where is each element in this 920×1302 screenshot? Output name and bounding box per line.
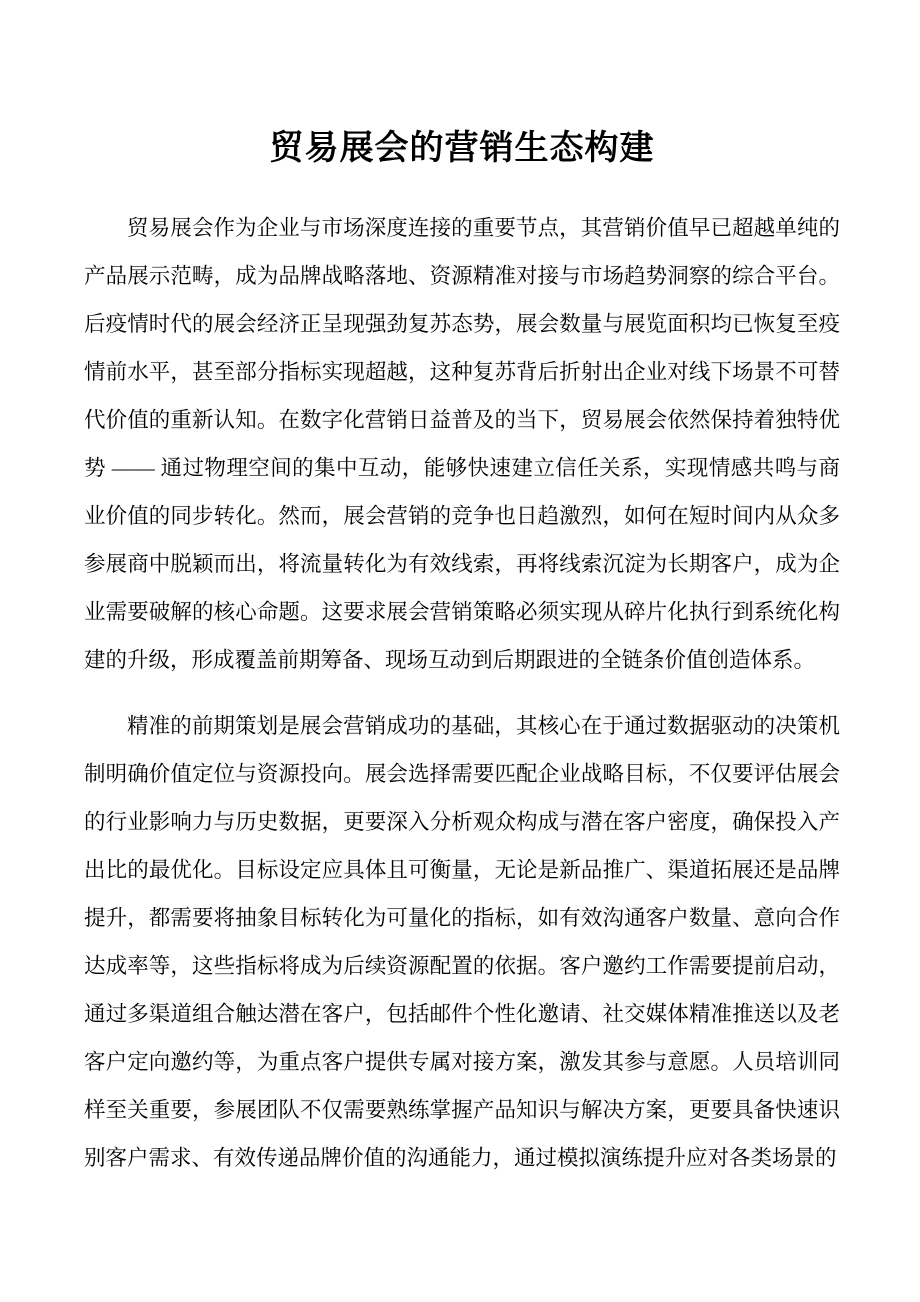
paragraph-intro: 贸易展会作为企业与市场深度连接的重要节点，其营销价值早已超越单纯的产品展示范畴，成为品牌战略落地、资源精准对接与市场趋势洞察的综合平台。后疫情时代的展会经济正呈现强劲复苏态势，展会数量与展览面积均已恢复至疫情前水平，甚至部分指标实现超越，这种复苏背后折射出企业对线下场景不可替代价值的重新认知。在数字化营销日益普及的当下，贸易展会依然保持着独特优势 —— 通过物理空间的集中互动，能够快速建立信任关系，实现情感共鸣与商业价值的同步转化。然而，展会营销的竞争也日趋激烈，如何在短时间内从众多参展商中脱颖而出，将流量转化为有效线索，再将线索沉淀为长期客户，成为企业需要破解的核心命题。这要求展会营销策略必须实现从碎片化执行到系统化构建的升级，形成覆盖前期筹备、现场互动到后期跟进的全链条价值创造体系。 [84, 216, 840, 672]
paragraph-planning: 精准的前期策划是展会营销成功的基础，其核心在于通过数据驱动的决策机制明确价值定位与资源投向。展会选择需要匹配企业战略目标，不仅要评估展会的行业影响力与历史数据，更要深入分析观众构成与潜在客户密度，确保投入产出比的最优化。目标设定应具体且可衡量，无论是新品推广、渠道拓展还是品牌提升，都需要将抽象目标转化为可量化的指标，如有效沟通客户数量、意向合作达成率等，这些指标将成为后续资源配置的依据。客户邀约工作需要提前启动，通过多渠道组合触达潜在客户，包括邮件个性化邀请、社交媒体精准推送以及老客户定向邀约等，为重点客户提供专属对接方案，激发其参与意愿。人员培训同样至关重要，参展团队不仅需要熟练掌握产品知识与解决方案，更要具备快速识别客户需求、有效传递品牌价值的沟通能力，通过模拟演练提升应对各类场景的 [84, 714, 840, 1170]
document-title: 贸易展会的营销生态构建 [269, 129, 655, 167]
